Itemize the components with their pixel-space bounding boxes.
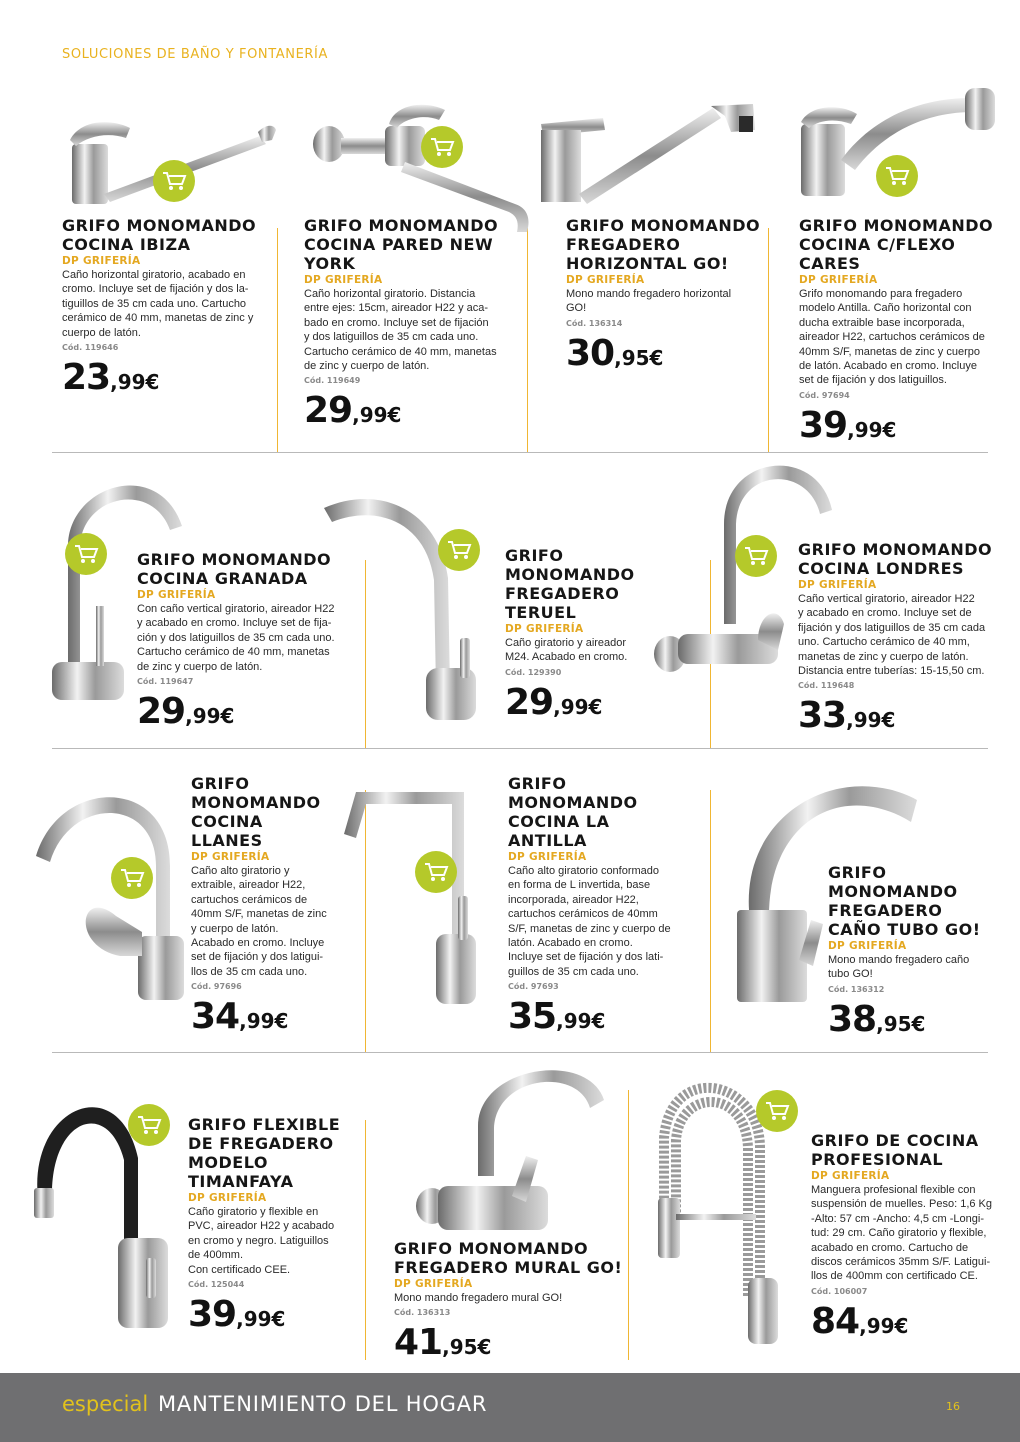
product-brand: DP GRIFERÍA [508,851,587,863]
footer-bar [0,1373,1020,1442]
product-brand: DP GRIFERÍA [505,623,584,635]
product-card [828,863,998,1038]
product-title: GRIFO MONOMANDO COCINA GRANADA [137,550,332,588]
product-brand: DP GRIFERÍA [566,274,645,286]
product-brand: DP GRIFERÍA [188,1192,267,1204]
product-description: Mono mando fregadero horizontal GO! [566,288,732,315]
product-code: Cód. 119647 [137,677,194,687]
product-title: GRIFO MONOMANDO FREGADERO TERUEL [505,546,635,622]
product-description: Grifo monomando para fregadero modelo Antilla. Caño horizontal con ducha extraible base incorporada, aireador H22, cartuchos cerámicos de 40mm S/F, manetas de zinc y cuerpo de latón. Acabado en cromo. Incluye set de fijación y dos latiguillos. [799,288,985,387]
product-card [304,216,519,432]
divider [52,1052,988,1053]
faucet-image [340,784,480,1014]
section-title: SOLUCIONES DE BAÑO Y FONTANERÍA [62,47,328,62]
product-price: 35,99€ [508,996,606,1038]
product-brand: DP GRIFERÍA [137,589,216,601]
product-description: Mono mando fregadero caño tubo GO! [828,954,970,981]
product-code: Cód. 106007 [811,1286,868,1296]
product-price: 39,99€ [188,1294,286,1336]
cart-icon[interactable] [128,1104,170,1146]
footer-especial: especial [62,1392,149,1416]
cart-icon[interactable] [735,535,777,577]
product-price: 39,99€ [799,404,897,446]
cart-icon[interactable] [65,533,107,575]
product-price: 38,95€ [828,998,926,1040]
product-code: Cód. 97694 [799,390,850,400]
product-code: Cód. 136313 [394,1308,451,1318]
cart-icon[interactable] [153,160,195,202]
product-description: Caño giratorio y aireador M24. Acabado en cromo. [505,637,628,664]
faucet-image [408,1056,608,1242]
product-title: GRIFO DE COCINA PROFESIONAL [811,1131,979,1169]
product-price: 29,99€ [505,681,603,723]
product-card [799,216,999,444]
product-code: Cód. 136314 [566,318,623,328]
cart-icon[interactable] [421,126,463,168]
product-code: Cód. 97693 [508,982,559,992]
product-card [62,216,272,399]
product-description: Caño vertical giratorio, aireador H22 y acabado en cromo. Incluye set de fijación y dos latiguillos de 35 cm cada uno. Cartucho cerámico de 40 mm, manetas de zinc y cuerpo de latón. Distancia entre tuberías: 15-15,50 cm. [798,593,986,678]
product-card [394,1239,624,1364]
faucet-image [535,100,765,210]
product-price: 29,99€ [304,390,402,432]
product-title: GRIFO MONOMANDO COCINA C/FLEXO CARES [799,216,994,273]
product-title: GRIFO MONOMANDO COCINA IBIZA [62,216,257,254]
product-brand: DP GRIFERÍA [191,851,270,863]
product-title: GRIFO MONOMANDO COCINA PARED NEW YORK [304,216,499,273]
product-price: 29,99€ [137,691,235,733]
product-brand: DP GRIFERÍA [62,255,141,267]
product-code: Cód. 136312 [828,984,885,994]
product-description: Caño giratorio y flexible en PVC, aireador H22 y acabado en cromo y negro. Latiguillos de 400mm. Con certificado CEE. [188,1206,335,1276]
product-title: GRIFO MONOMANDO COCINA LONDRES [798,540,993,578]
product-card [566,216,761,372]
divider [710,790,711,1052]
product-title: GRIFO MONOMANDO FREGADERO MURAL GO! [394,1239,623,1277]
product-description: Caño alto giratorio conformado en forma de L invertida, base incorporada, aireador H22, cartuchos cerámicos de 40mm S/F, manetas de zinc y cuerpo de latón. Acabado en cromo. Incluye set de fijación y dos lati- guillos de 35 cm cada uno. [508,865,671,978]
product-code: Cód. 125044 [188,1280,245,1290]
product-price: 41,95€ [394,1322,492,1364]
product-description: Caño horizontal giratorio, acabado en cromo. Incluye set de fijación y dos la- tiguillos de 35 cm cada uno. Cartucho cerámico de 40 mm, manetas de zinc y cuerpo de latón. [62,269,254,339]
product-card [191,774,361,1038]
divider [52,452,988,453]
product-card [811,1131,1006,1340]
product-price: 34,99€ [191,996,289,1038]
product-description: Mono mando fregadero mural GO! [394,1292,563,1304]
product-card [188,1115,363,1336]
faucet-image [30,786,190,1006]
product-description: Con caño vertical giratorio, aireador H22 y acabado en cromo. Incluye set de fija- ción y dos latiguillos de 35 cm cada uno. Cartucho cerámico de 40 mm, manetas de zinc y cuerpo de latón. [137,603,335,673]
divider [365,1120,366,1360]
product-card [508,774,703,1038]
product-code: Cód. 97696 [191,982,242,992]
product-brand: DP GRIFERÍA [811,1170,890,1182]
product-brand: DP GRIFERÍA [798,579,877,591]
divider [768,228,769,452]
divider [277,228,278,452]
divider [527,228,528,452]
product-card [798,540,1003,737]
product-brand: DP GRIFERÍA [828,940,907,952]
cart-icon[interactable] [111,857,153,899]
product-brand: DP GRIFERÍA [394,1278,473,1290]
product-brand: DP GRIFERÍA [304,274,383,286]
divider [52,748,988,749]
divider [628,1090,629,1360]
product-code: Cód. 119648 [798,681,855,691]
product-title: GRIFO FLEXIBLE DE FREGADERO MODELO TIMANFAYA [188,1115,341,1191]
product-title: GRIFO MONOMANDO COCINA LLANES [191,774,321,850]
footer-title: MANTENIMIENTO DEL HOGAR [158,1392,488,1416]
product-description: Caño alto giratorio y extraible, aireador H22, cartuchos cerámicos de 40mm S/F, manetas de zinc y cuerpo de latón. Acabado en cromo. Incluye set de fijación y dos latigui- llos de 35 cm cada uno. [191,865,327,978]
cart-icon[interactable] [876,155,918,197]
product-description: Manguera profesional flexible con suspensión de muelles. Peso: 1,6 Kg -Alto: 57 cm -Ancho: 4,5 cm -Longi- tud: 29 cm. Caño giratorio y flexible, acabado en cromo. Cartucho de discos cerámicos 35mm S/F. Latigui- llos de 400mm con certificado CE. [811,1184,993,1283]
faucet-image [318,488,508,728]
product-price: 84,99€ [811,1300,909,1342]
product-price: 23,99€ [62,357,160,399]
product-title: GRIFO MONOMANDO FREGADERO HORIZONTAL GO! [566,216,761,273]
product-price: 33,99€ [798,695,896,737]
product-title: GRIFO MONOMANDO COCINA LA ANTILLA [508,774,638,850]
cart-icon[interactable] [756,1090,798,1132]
product-code: Cód. 119649 [304,376,361,386]
cart-icon[interactable] [415,851,457,893]
product-brand: DP GRIFERÍA [799,274,878,286]
page-number: 16 [946,1400,960,1413]
product-code: Cód. 129390 [505,667,562,677]
product-price: 30,95€ [566,332,664,374]
product-description: Caño horizontal giratorio. Distancia entre ejes: 15cm, aireador H22 y aca- bado en cromo. Incluye set de fijación y dos latiguillos de 35 cm cada uno. Cartucho cerámico de 40 mm, manetas de zinc y cuerpo de latón. [304,288,497,373]
product-code: Cód. 119646 [62,343,119,353]
cart-icon[interactable] [438,529,480,571]
product-title: GRIFO MONOMANDO FREGADERO CAÑO TUBO GO! [828,863,981,939]
